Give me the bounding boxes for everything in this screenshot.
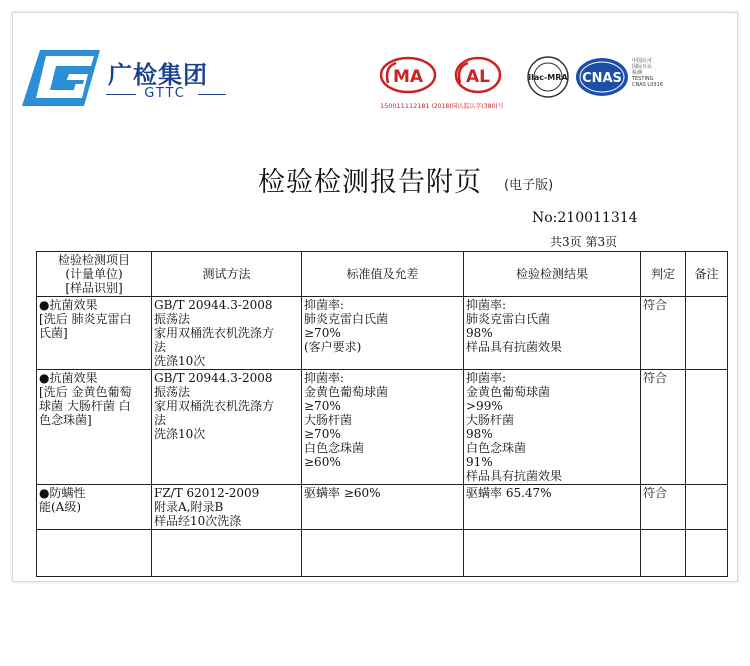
cell-line: ●抗菌效果 xyxy=(39,371,98,385)
cell-line: 洗涤10次 xyxy=(154,354,206,368)
cell-blank xyxy=(302,530,464,577)
cell-line: 抑菌率: xyxy=(466,298,507,312)
cell-line: 91% xyxy=(466,455,493,469)
cell-line: 驱螨率 ≥60% xyxy=(304,486,381,500)
header-item-line: [样品识别] xyxy=(65,281,123,295)
cert-caption xyxy=(380,101,504,110)
cell-line: 驱螨率 65.47% xyxy=(466,486,552,500)
cnas-line: 中国认可 xyxy=(632,58,653,64)
cell-standard xyxy=(302,297,464,370)
cell-line: 附录A,附录B xyxy=(154,500,224,514)
svg-text:MA: MA xyxy=(392,67,424,87)
table-header-row xyxy=(37,252,728,297)
cell-judgement: 符合 xyxy=(641,297,686,370)
cell-line: 样品具有抗菌效果 xyxy=(466,469,563,483)
cell-result xyxy=(464,485,641,530)
header-item xyxy=(37,252,152,297)
cell-blank xyxy=(37,530,152,577)
cnas-line: TESTING xyxy=(632,76,654,82)
cell-line: 家用双桶洗衣机洗涤方 xyxy=(154,326,275,340)
cell-line: 抑菌率: xyxy=(304,371,345,385)
cell-line: 肺炎克雷白氏菌 xyxy=(304,312,389,326)
table-row xyxy=(37,297,728,370)
cell-line: 大肠杆菌 xyxy=(304,413,353,427)
ilac-mra-icon xyxy=(528,57,568,97)
cell-line: >99% xyxy=(466,399,503,413)
cma-seal-icon xyxy=(381,58,435,92)
cell-blank xyxy=(686,530,728,577)
cell-line: (客户要求) xyxy=(304,340,362,354)
cell-line: 98% xyxy=(466,427,493,441)
cell-line: ≥70% xyxy=(304,427,341,441)
cell-line: GB/T 20944.3-2008 xyxy=(154,298,273,312)
cell-result xyxy=(464,297,641,370)
cell-line: 白色念珠菌 xyxy=(466,441,527,455)
header-judgement: 判定 xyxy=(641,252,686,297)
cell-judgement: 符合 xyxy=(641,370,686,485)
header-standard: 标准值及允差 xyxy=(302,252,464,297)
header-item-line: (计量单位) xyxy=(65,267,123,281)
svg-text:ilac-MRA: ilac-MRA xyxy=(528,73,568,82)
cnas-icon xyxy=(576,58,628,96)
cell-line: ●抗菌效果 xyxy=(39,298,98,312)
cell-remark xyxy=(686,370,728,485)
cell-line: 样品经10次洗涤 xyxy=(154,514,242,528)
cell-line: GB/T 20944.3-2008 xyxy=(154,371,273,385)
cell-judgement: 符合 xyxy=(641,485,686,530)
page-subtitle: (电子版) xyxy=(504,178,554,193)
cell-line: ≥70% xyxy=(304,326,341,340)
header-item-line: 检验检测项目 xyxy=(57,253,130,267)
cell-line: 白色念珠菌 xyxy=(304,441,365,455)
cell-line: 大肠杆菌 xyxy=(466,413,515,427)
cell-line: ≥70% xyxy=(304,399,341,413)
cell-remark xyxy=(686,485,728,530)
cell-line: ●防螨性 xyxy=(39,486,86,500)
cell-item xyxy=(37,370,152,485)
cell-line: 能(A级) xyxy=(39,500,82,514)
cell-line: FZ/T 62012-2009 xyxy=(154,486,260,500)
header-method: 测试方法 xyxy=(152,252,302,297)
cell-line: 球菌 大肠杆菌 白 xyxy=(39,399,131,413)
cert-code: 150011112181 xyxy=(380,102,430,110)
cnas-line: 检测 xyxy=(632,70,643,76)
cell-line: 振荡法 xyxy=(154,312,191,326)
cell-blank xyxy=(641,530,686,577)
cell-item xyxy=(37,485,152,530)
cnas-caption xyxy=(632,58,682,88)
cell-line: [洗后 金黄色葡萄 xyxy=(39,385,132,399)
table-row xyxy=(37,485,728,530)
page-title: 检验检测报告附页 xyxy=(258,167,482,198)
cell-line: 金黄色葡萄球菌 xyxy=(466,385,551,399)
cell-standard xyxy=(302,485,464,530)
report-table xyxy=(36,251,728,577)
cell-line: 肺炎克雷白氏菌 xyxy=(466,312,551,326)
cell-line: 抑菌率: xyxy=(466,371,507,385)
cell-blank xyxy=(152,530,302,577)
cell-line: 样品具有抗菌效果 xyxy=(466,340,563,354)
cal-seal-icon xyxy=(456,58,500,92)
cell-line: 色念珠菌] xyxy=(39,413,92,427)
cell-method xyxy=(152,370,302,485)
cell-remark xyxy=(686,297,728,370)
cell-line: 法 xyxy=(154,413,167,427)
cnas-line: 国际互认 xyxy=(632,64,653,70)
svg-text:CNAS: CNAS xyxy=(582,71,622,86)
cell-line: 洗涤10次 xyxy=(154,427,206,441)
table-row xyxy=(37,370,728,485)
cell-line: 98% xyxy=(466,326,493,340)
brand-name: 广检集团 xyxy=(108,61,208,89)
header-remark: 备注 xyxy=(686,252,728,297)
cnas-line: CNAS L0316 xyxy=(632,82,663,88)
cell-line: ≥60% xyxy=(304,455,341,469)
cell-standard xyxy=(302,370,464,485)
page-info: 共3页 第3页 xyxy=(550,235,618,249)
cell-blank xyxy=(464,530,641,577)
gttc-logo-icon xyxy=(22,50,100,106)
cell-item xyxy=(37,297,152,370)
cell-line: 家用双桶洗衣机洗涤方 xyxy=(154,399,275,413)
cell-line: 振荡法 xyxy=(154,385,191,399)
header-result: 检验检测结果 xyxy=(464,252,641,297)
cell-line: [洗后 肺炎克雷白 xyxy=(39,312,132,326)
cert-note: (2018)国认监认字(380)号 xyxy=(431,103,504,110)
svg-text:AL: AL xyxy=(466,67,490,87)
cell-line: 法 xyxy=(154,340,167,354)
cell-method xyxy=(152,297,302,370)
cell-line: 金黄色葡萄球菌 xyxy=(304,385,389,399)
cell-method xyxy=(152,485,302,530)
cell-line: 抑菌率: xyxy=(304,298,345,312)
table-row-blank xyxy=(37,530,728,577)
cell-line: 氏菌] xyxy=(39,326,68,340)
brand-sub: GTTC xyxy=(144,86,186,101)
cell-result xyxy=(464,370,641,485)
report-number: No:210011314 xyxy=(532,210,638,226)
